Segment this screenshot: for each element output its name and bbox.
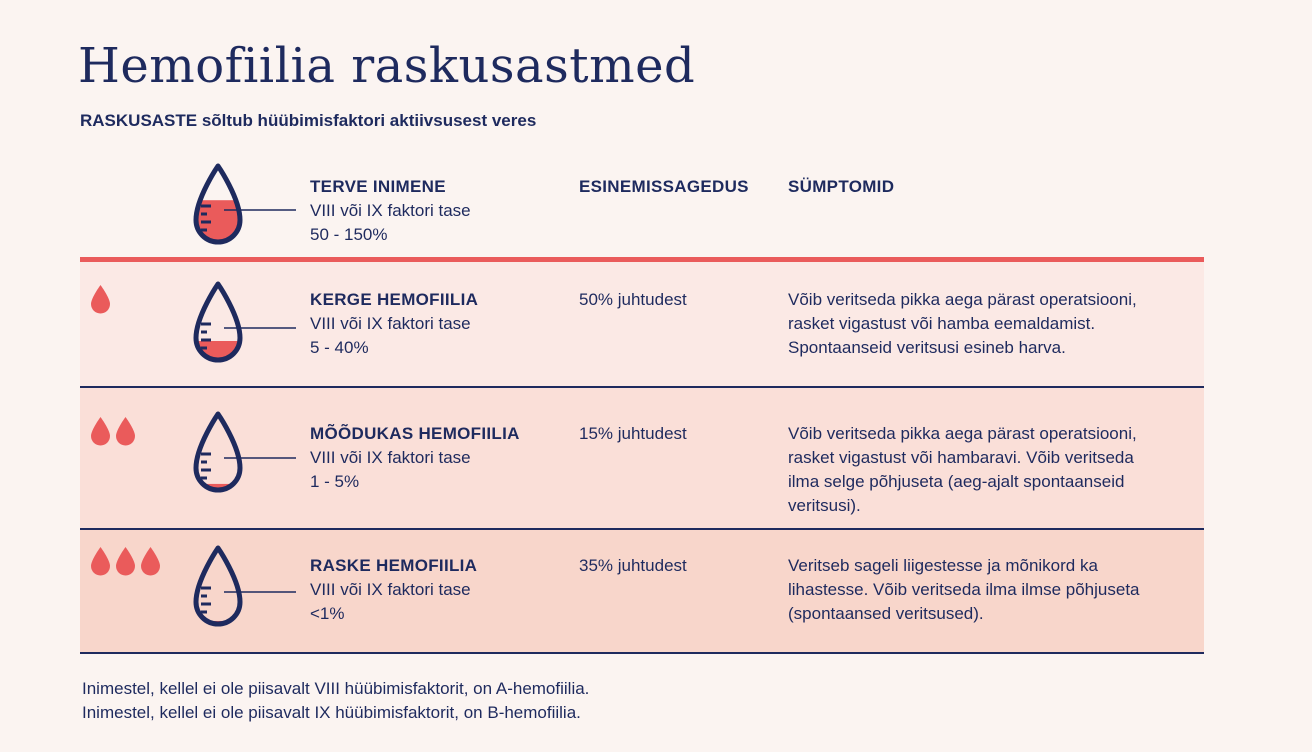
severe-symptoms — [788, 554, 1188, 626]
severity-drops — [90, 416, 136, 446]
blood-drop-icon — [115, 546, 136, 576]
blood-drop-icon — [90, 546, 111, 576]
symptom-line: Võib veritseda pikka aega pärast operatsiooni, — [788, 424, 1137, 443]
mild-frequency: 50% juhtudest — [579, 290, 687, 309]
symptom-line: lihastesse. Võib veritseda ilma ilmse põhjuseta — [788, 580, 1140, 599]
mild-symptoms — [788, 288, 1188, 360]
moderate-symptoms — [788, 422, 1188, 518]
mild-name: KERGE HEMOFIILIA — [310, 290, 479, 309]
healthy-level: 50 - 150% — [310, 225, 388, 244]
symptom-line: ilma selge põhjuseta (aeg-ajalt spontaanseid — [788, 472, 1125, 491]
severe-info — [310, 554, 477, 626]
blood-drop-icon — [90, 416, 111, 446]
severity-drops — [90, 284, 111, 314]
blood-drop-icon — [140, 546, 161, 576]
row-moderate — [80, 388, 1204, 530]
moderate-frequency: 15% juhtudest — [579, 424, 687, 443]
severe-name: RASKE HEMOFIILIA — [310, 556, 478, 575]
severity-drops — [90, 546, 161, 576]
row-severe — [80, 530, 1204, 654]
moderate-level: 1 - 5% — [310, 472, 360, 491]
severe-frequency: 35% juhtudest — [579, 556, 687, 575]
symptom-line: rasket vigastust või hamba eemaldamist. — [788, 314, 1096, 333]
symptoms-header: SÜMPTOMID — [788, 177, 895, 196]
symptom-line: Veritseb sageli liigestesse ja mõnikord ka — [788, 556, 1098, 575]
moderate-name: MÕÕDUKAS HEMOFIILIA — [310, 424, 520, 443]
page-title: Hemofiilia raskusastmed — [78, 38, 696, 94]
row-mild — [80, 257, 1204, 388]
footer-notes — [82, 677, 589, 725]
symptom-line: veritsusi). — [788, 496, 861, 515]
mild-info — [310, 288, 478, 360]
footer-note: Inimestel, kellel ei ole piisavalt VIII hüübimisfaktorit, on A-hemofiilia. — [82, 679, 590, 698]
moderate-factor: VIII või IX faktori tase — [310, 448, 471, 467]
row-healthy — [80, 150, 1204, 258]
footer-note: Inimestel, kellel ei ole piisavalt IX hüübimisfaktorit, on B-hemofiilia. — [82, 703, 581, 722]
mild-level: 5 - 40% — [310, 338, 369, 357]
healthy-name: TERVE INIMENE — [310, 177, 446, 196]
frequency-header: ESINEMISSAGEDUS — [579, 177, 749, 196]
blood-drop-icon — [90, 284, 111, 314]
severe-factor: VIII või IX faktori tase — [310, 580, 471, 599]
mild-factor: VIII või IX faktori tase — [310, 314, 471, 333]
symptom-line: Spontaanseid veritsusi esineb harva. — [788, 338, 1066, 357]
healthy-info — [310, 175, 471, 247]
symptom-line: (spontaansed veritsused). — [788, 604, 984, 623]
symptom-line: Võib veritseda pikka aega pärast operatsiooni, — [788, 290, 1137, 309]
severe-level: <1% — [310, 604, 345, 623]
healthy-factor: VIII või IX faktori tase — [310, 201, 471, 220]
symptom-line: rasket vigastust või hambaravi. Võib veritseda — [788, 448, 1134, 467]
blood-drop-icon — [115, 416, 136, 446]
page-subtitle: RASKUSASTE sõltub hüübimisfaktori aktiivsusest veres — [80, 111, 537, 130]
moderate-info — [310, 422, 520, 494]
